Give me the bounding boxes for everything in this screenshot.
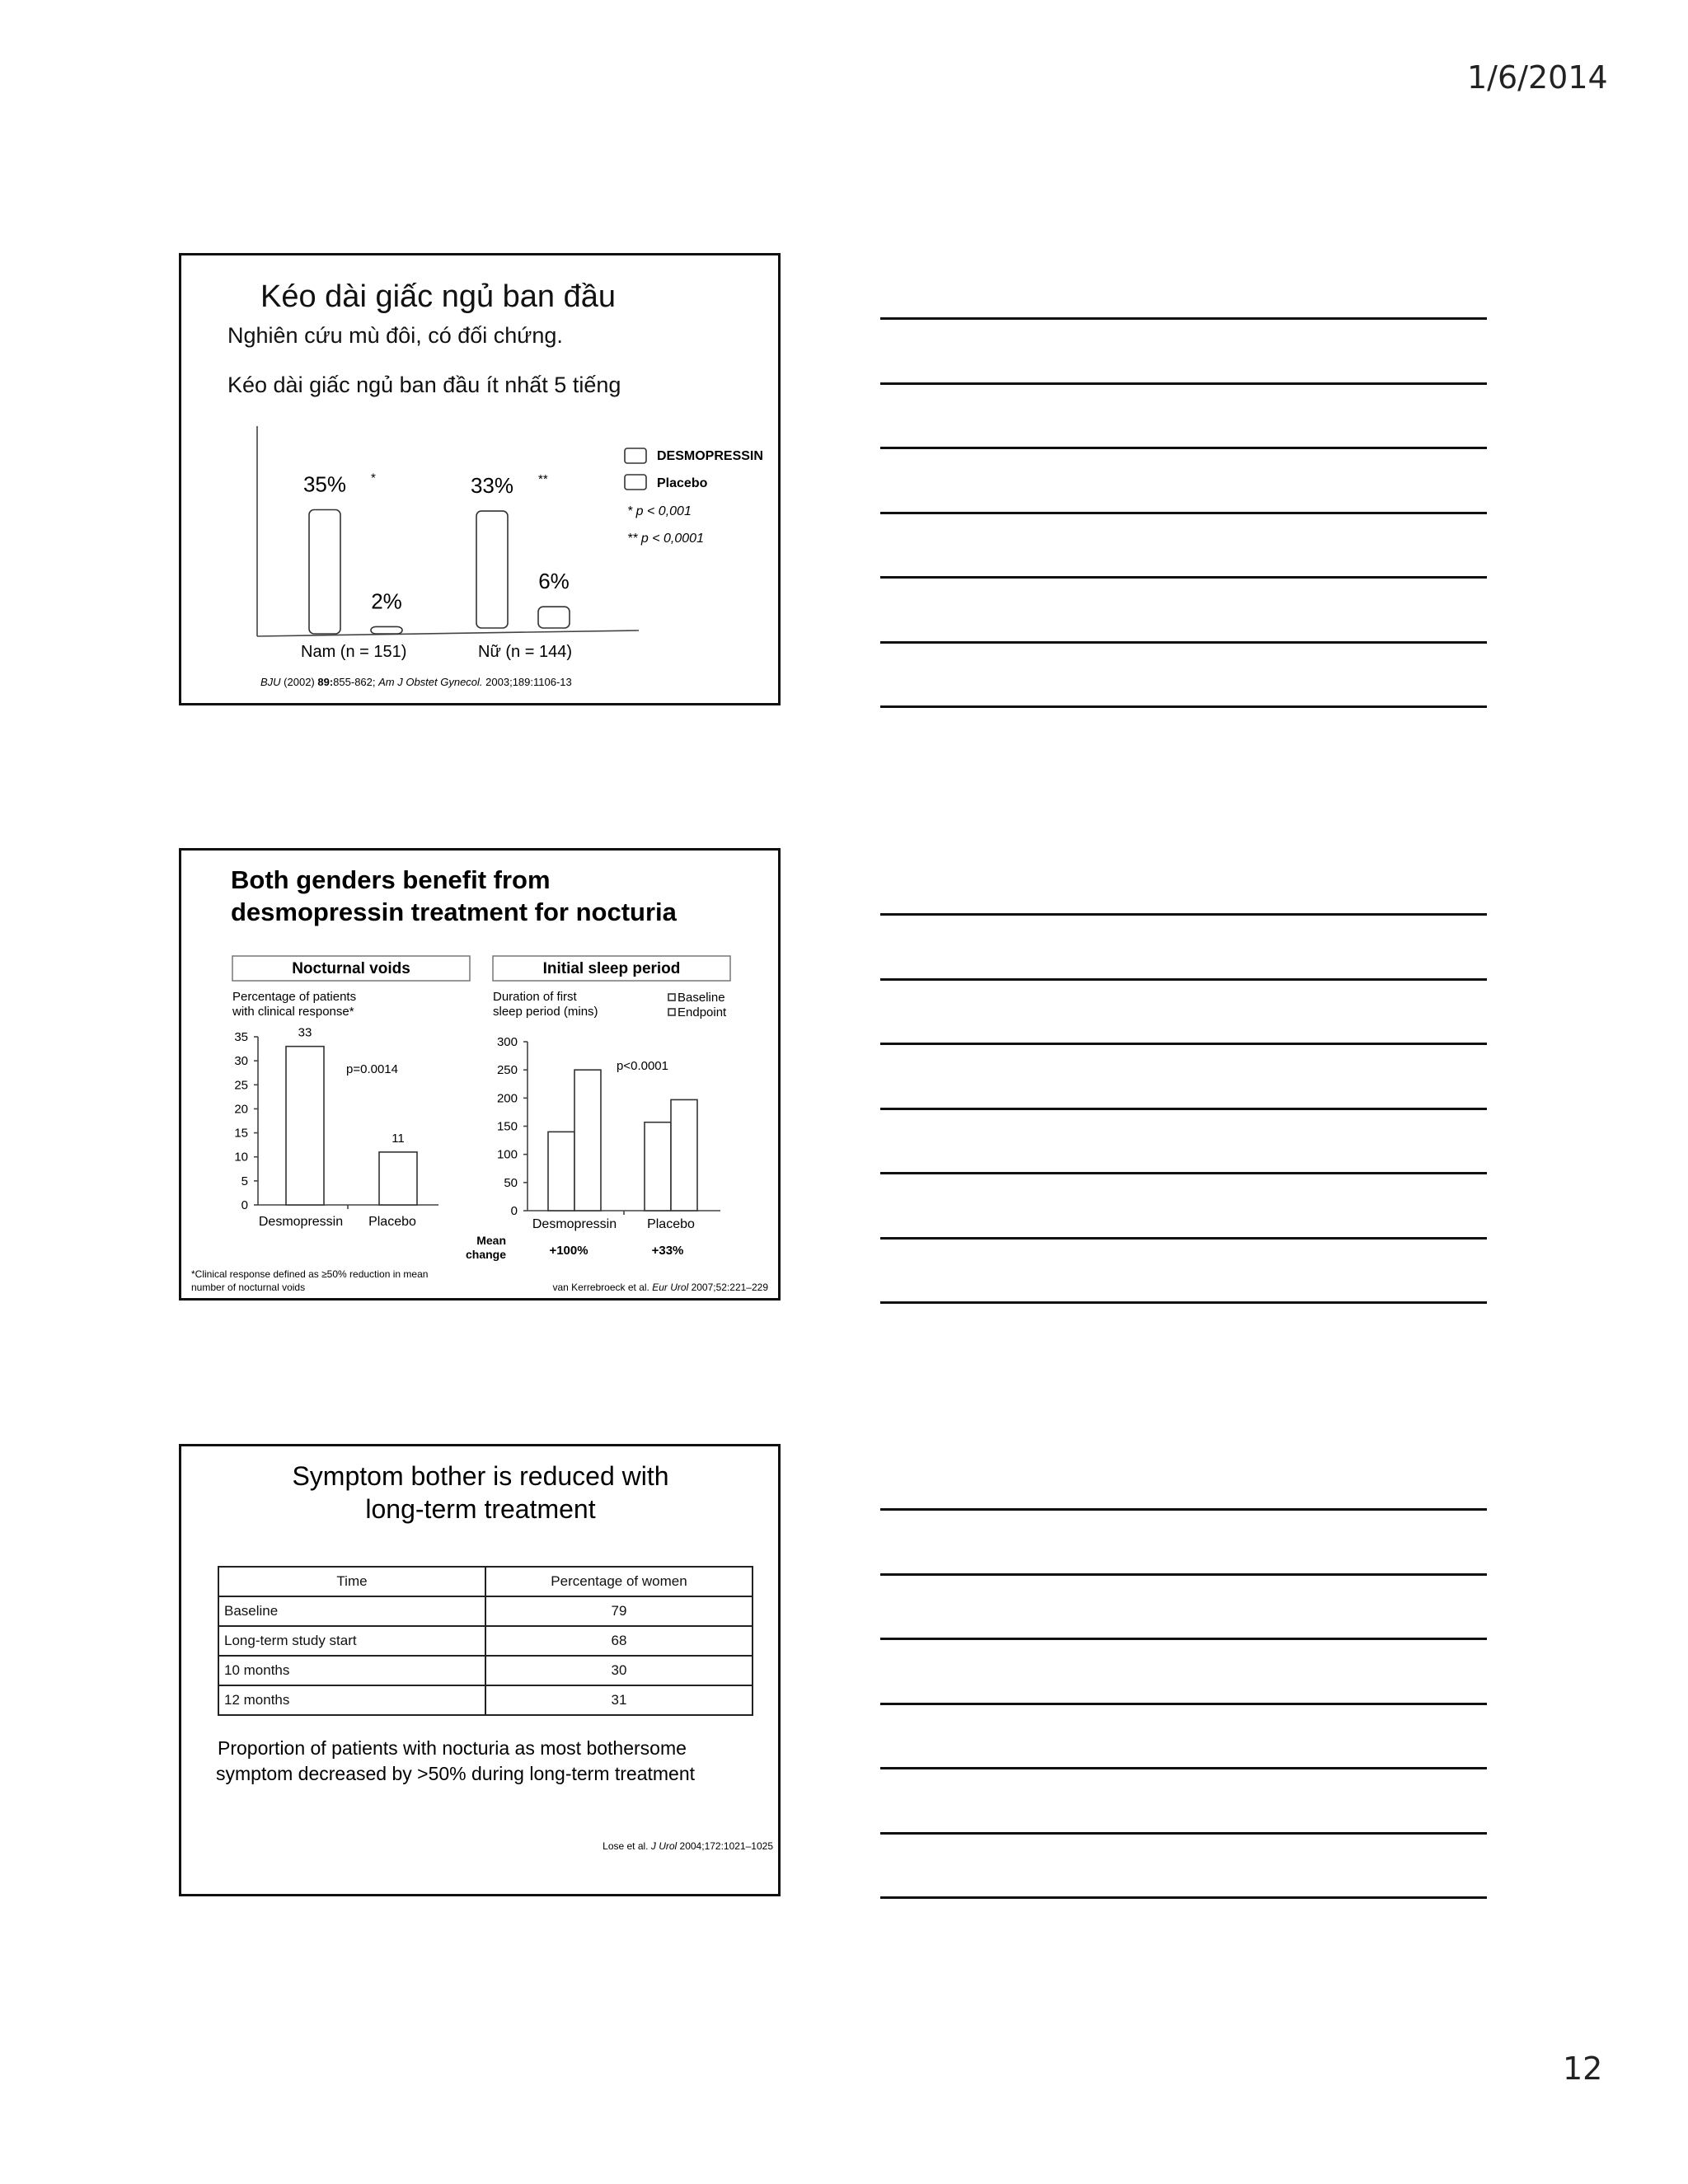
chart-a-ylabel-2: with clinical response*: [232, 1005, 354, 1019]
table-row: [218, 1626, 753, 1656]
note-line: [880, 317, 1487, 320]
note-line: [880, 1172, 1487, 1174]
note-line: [880, 1767, 1487, 1769]
slide-3-title-canvas: [181, 1446, 781, 1562]
bother-table: [218, 1566, 753, 1716]
data-label-1-0: 33%: [470, 473, 514, 499]
p-value-2: ** p < 0,0001: [627, 532, 704, 546]
legend-swatch-baseline: [668, 994, 675, 1001]
note-line: [880, 1301, 1487, 1304]
chart-b-tick-label: 50: [504, 1175, 518, 1190]
table-row: [218, 1685, 753, 1715]
slide-3-text-line-2: symptom decreased by >50% during long-term treatment: [216, 1763, 696, 1784]
chart-a-annotation: p=0.0014: [346, 1062, 398, 1076]
table-cell-time: 10 months: [218, 1656, 485, 1685]
table-header-percentage: Percentage of women: [485, 1567, 753, 1596]
legend-label-desmopressin: DESMOPRESSIN: [657, 449, 763, 463]
slide-1: [179, 253, 781, 705]
data-label-0-1: 2%: [371, 588, 402, 614]
chart-a-data-label: 33: [298, 1025, 312, 1040]
chart-b-ylabel-1: Duration of first: [493, 990, 577, 1004]
chart-b-category-label: Desmopressin: [532, 1217, 617, 1231]
table-row: [218, 1596, 753, 1626]
note-line: [880, 382, 1487, 385]
legend-label-endpoint: Endpoint: [678, 1005, 727, 1019]
table-cell-time: 12 months: [218, 1685, 485, 1715]
note-line: [880, 1896, 1487, 1899]
note-line: [880, 1237, 1487, 1240]
slide-3-text-line-1: Proportion of patients with nocturia as most bothersome: [218, 1737, 687, 1759]
chart-a: [234, 1026, 438, 1229]
note-line: [880, 1043, 1487, 1045]
mean-change-desmopressin: +100%: [549, 1244, 588, 1258]
slide-3-title-line-1: Symptom bother is reduced with: [292, 1461, 669, 1491]
slide-1-line-1: Nghiên cứu mù đôi, có đối chứng.: [227, 323, 563, 348]
note-line: [880, 1508, 1487, 1511]
slide-2-title-line-2: desmopressin treatment for nocturia: [231, 898, 677, 926]
note-line: [880, 447, 1487, 449]
chart-a-tick-label: 0: [241, 1198, 248, 1212]
chart-b-tick-label: 100: [496, 1147, 518, 1162]
table-cell-percentage: 30: [485, 1656, 753, 1685]
mean-change-placebo: +33%: [651, 1244, 684, 1258]
legend-swatch-endpoint: [668, 1009, 675, 1015]
chart-a-bar-desmopressin: [286, 1047, 324, 1205]
note-line: [880, 1108, 1487, 1110]
chart-b-tick-label: 150: [496, 1119, 518, 1134]
significance-marker-0: *: [371, 471, 376, 485]
slide-3-text-canvas: [181, 1734, 781, 1896]
chart-a-title: Nocturnal voids: [292, 960, 410, 977]
slide-1-title: Kéo dài giấc ngủ ban đầu: [260, 279, 617, 314]
note-line: [880, 1832, 1487, 1835]
slide-2-citation: van Kerrebroeck et al. Eur Urol 2007;52:221–229: [552, 1282, 768, 1293]
significance-marker-1: **: [538, 472, 548, 487]
chart-a-tick-label: 30: [234, 1054, 248, 1069]
bar-placebo-0: [371, 626, 402, 634]
chart-b-ylabel-2: sleep period (mins): [493, 1005, 598, 1019]
chart-b-tick-label: 250: [496, 1063, 518, 1078]
chart-a-tick-label: 20: [234, 1102, 248, 1117]
chart-b-annotation: p<0.0001: [617, 1059, 668, 1073]
legend-swatch-desmopressin: [625, 448, 646, 463]
chart-b-bar-endpoint-placebo: [671, 1099, 697, 1211]
chart-b-tick-label: 0: [510, 1204, 518, 1218]
chart-b: [497, 1035, 720, 1231]
bar-placebo-1: [538, 607, 570, 628]
chart-a-tick-label: 15: [234, 1126, 248, 1141]
table-cell-percentage: 31: [485, 1685, 753, 1715]
table-cell-time: Baseline: [218, 1596, 485, 1626]
table-row: [218, 1656, 753, 1685]
table-header-time: Time: [218, 1567, 485, 1596]
chart-b-tick-label: 200: [496, 1091, 518, 1106]
page-number: 12: [1563, 2050, 1603, 2087]
legend-label-placebo: Placebo: [657, 476, 708, 490]
slide-3-citation: Lose et al. J Urol 2004;172:1021–1025: [603, 1840, 773, 1852]
category-label-nam: Nam (n = 151): [301, 643, 407, 661]
chart-b-bar-baseline-desmopressin: [548, 1132, 574, 1211]
note-line: [880, 512, 1487, 514]
chart-b-bar-baseline-placebo: [645, 1122, 671, 1211]
category-label-nu: Nữ (n = 144): [478, 643, 572, 661]
chart-a-bar-placebo: [379, 1152, 417, 1205]
chart-b-tick-label: 300: [496, 1035, 518, 1049]
chart-a-tick-label: 25: [234, 1078, 248, 1093]
slide-2-footnote-2: number of nocturnal voids: [191, 1282, 306, 1293]
chart-a-data-label: 11: [392, 1131, 405, 1146]
slide-1-canvas: [181, 255, 781, 705]
slide-1-line-2: Kéo dài giấc ngủ ban đầu ít nhất 5 tiếng: [227, 373, 621, 397]
p-value-1: * p < 0,001: [627, 504, 692, 518]
slide-3: [179, 1444, 781, 1896]
mean-change-label-1: Mean: [476, 1234, 506, 1247]
note-line: [880, 1573, 1487, 1576]
data-label-1-1: 6%: [538, 569, 570, 594]
bar-desmopressin-0: [309, 510, 340, 635]
slide-3-title-line-2: long-term treatment: [365, 1494, 596, 1524]
chart-a-tick-label: 5: [241, 1174, 248, 1188]
page-date: 1/6/2014: [1467, 59, 1608, 96]
chart-a-category-label: Placebo: [368, 1215, 416, 1229]
slide-1-bars: [303, 471, 570, 635]
note-line: [880, 1703, 1487, 1705]
legend-swatch-placebo: [625, 475, 646, 490]
table-cell-percentage: 79: [485, 1596, 753, 1626]
legend-label-baseline: Baseline: [678, 991, 725, 1005]
slide-1-citation: BJU (2002) 89:855-862; Am J Obstet Gynecol. 2003;189:1106-13: [260, 676, 572, 688]
slide-2-canvas: [181, 851, 781, 1301]
chart-b-title: Initial sleep period: [542, 960, 681, 977]
chart-b-category-label: Placebo: [647, 1217, 695, 1231]
chart-a-tick-label: 35: [234, 1030, 248, 1044]
note-line: [880, 978, 1487, 981]
slide-2-title-line-1: Both genders benefit from: [231, 865, 551, 894]
slide-2-footnote-1: *Clinical response defined as ≥50% reduction in mean: [191, 1268, 429, 1280]
chart-a-category-label: Desmopressin: [258, 1215, 344, 1229]
bar-desmopressin-1: [476, 511, 508, 628]
slide-2: [179, 848, 781, 1301]
table-cell-percentage: 68: [485, 1626, 753, 1656]
chart-a-tick-label: 10: [234, 1150, 248, 1165]
mean-change-label-2: change: [465, 1248, 506, 1261]
chart-a-ylabel-1: Percentage of patients: [232, 990, 357, 1004]
note-line: [880, 913, 1487, 916]
note-line: [880, 576, 1487, 579]
note-line: [880, 1638, 1487, 1640]
chart-b-bar-endpoint-desmopressin: [574, 1070, 601, 1211]
note-line: [880, 641, 1487, 644]
note-line: [880, 705, 1487, 708]
data-label-0-0: 35%: [302, 471, 347, 497]
table-cell-time: Long-term study start: [218, 1626, 485, 1656]
